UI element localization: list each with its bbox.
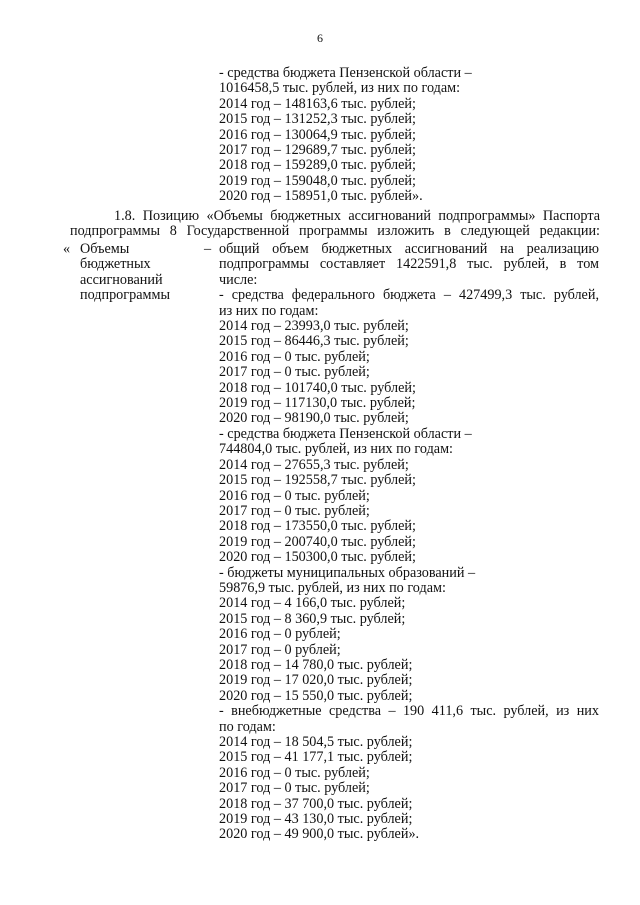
label-line: Объемы [80,241,130,257]
content-line: 2017 год – 0 тыс. рублей; [219,364,370,381]
content-line: 2015 год – 41 177,1 тыс. рублей; [219,749,413,766]
table-content-cell [219,242,599,843]
open-quote: « [63,241,71,257]
content-line: числе: [219,271,258,288]
table-label-cell [80,242,200,304]
label-line: бюджетных [80,256,151,273]
text-line: 2016 год – 130064,9 тыс. рублей; [219,126,416,143]
content-line: 744804,0 тыс. рублей, из них по годам: [219,441,454,458]
content-line: 2019 год – 117130,0 тыс. рублей; [219,395,416,412]
text-line: 2018 год – 159289,0 тыс. рублей; [219,157,416,174]
content-line: подпрограммы составляет 1422591,8 тыс. рублей, в том [219,256,599,273]
content-line: 2020 год – 150300,0 тыс. рублей; [219,549,416,566]
text-line: - средства бюджета Пензенской области – [219,65,472,81]
content-line: 59876,9 тыс. рублей, из них по годам: [219,579,446,596]
content-line: 2018 год – 101740,0 тыс. рублей; [219,379,416,396]
page-number: 6 [317,31,323,45]
content-line: 2017 год – 0 тыс. рублей; [219,780,370,797]
content-line: 2014 год – 23993,0 тыс. рублей; [219,318,409,335]
content-line: 2016 год – 0 тыс. рублей; [219,764,370,781]
content-line: общий объем бюджетных ассигнований на реализацию [219,241,599,257]
content-line: 2014 год – 4 166,0 тыс. рублей; [219,595,406,612]
content-line: - средства федерального бюджета – 427499,3 тыс. рублей, [219,287,599,304]
content-line: 2020 год – 98190,0 тыс. рублей; [219,410,409,427]
funding-continuation-block [219,66,599,205]
content-line: 2014 год – 18 504,5 тыс. рублей; [219,734,413,750]
content-line: 2016 год – 0 рублей; [219,626,341,643]
content-line: по годам: [219,718,276,735]
amendment-paragraph [70,209,600,240]
content-line: 2019 год – 43 130,0 тыс. рублей; [219,811,413,828]
paragraph-line: 1.8. Позицию «Объемы бюджетных ассигнований подпрограммы» Паспорта [114,208,600,224]
text-line: 1016458,5 тыс. рублей, из них по годам: [219,80,461,97]
paragraph-line: подпрограммы 8 Государственной программы изложить в следующей редакции: [70,223,600,240]
content-line: 2014 год – 27655,3 тыс. рублей; [219,456,409,473]
label-line: подпрограммы [80,287,170,304]
text-line: 2020 год – 158951,0 тыс. рублей». [219,188,423,205]
content-line: - бюджеты муниципальных образований – [219,564,476,581]
content-line: 2020 год – 49 900,0 тыс. рублей». [219,826,420,843]
text-line: 2017 год – 129689,7 тыс. рублей; [219,142,416,159]
content-line: 2019 год – 200740,0 тыс. рублей; [219,533,416,550]
content-line: - внебюджетные средства – 190 411,6 тыс. рублей, из них [219,703,599,720]
content-line: 2016 год – 0 тыс. рублей; [219,487,370,504]
label-line: ассигнований [80,271,163,288]
content-line: 2017 год – 0 тыс. рублей; [219,502,370,519]
content-line: 2018 год – 173550,0 тыс. рублей; [219,518,416,535]
content-line: 2017 год – 0 рублей; [219,641,341,658]
content-line: 2016 год – 0 тыс. рублей; [219,348,370,365]
content-line: 2020 год – 15 550,0 тыс. рублей; [219,687,413,704]
content-line: 2018 год – 37 700,0 тыс. рублей; [219,795,413,812]
content-line: 2018 год – 14 780,0 тыс. рублей; [219,656,413,673]
text-line: 2019 год – 159048,0 тыс. рублей; [219,172,416,189]
content-line: 2015 год – 8 360,9 тыс. рублей; [219,610,406,627]
separator-dash: – [204,241,212,257]
content-line: из них по годам: [219,302,319,319]
content-line: 2015 год – 86446,3 тыс. рублей; [219,333,409,350]
content-line: - средства бюджета Пензенской области – [219,425,472,442]
content-line: 2019 год – 17 020,0 тыс. рублей; [219,672,413,689]
content-line: 2015 год – 192558,7 тыс. рублей; [219,472,416,489]
text-line: 2015 год – 131252,3 тыс. рублей; [219,111,416,128]
text-line: 2014 год – 148163,6 тыс. рублей; [219,95,416,112]
